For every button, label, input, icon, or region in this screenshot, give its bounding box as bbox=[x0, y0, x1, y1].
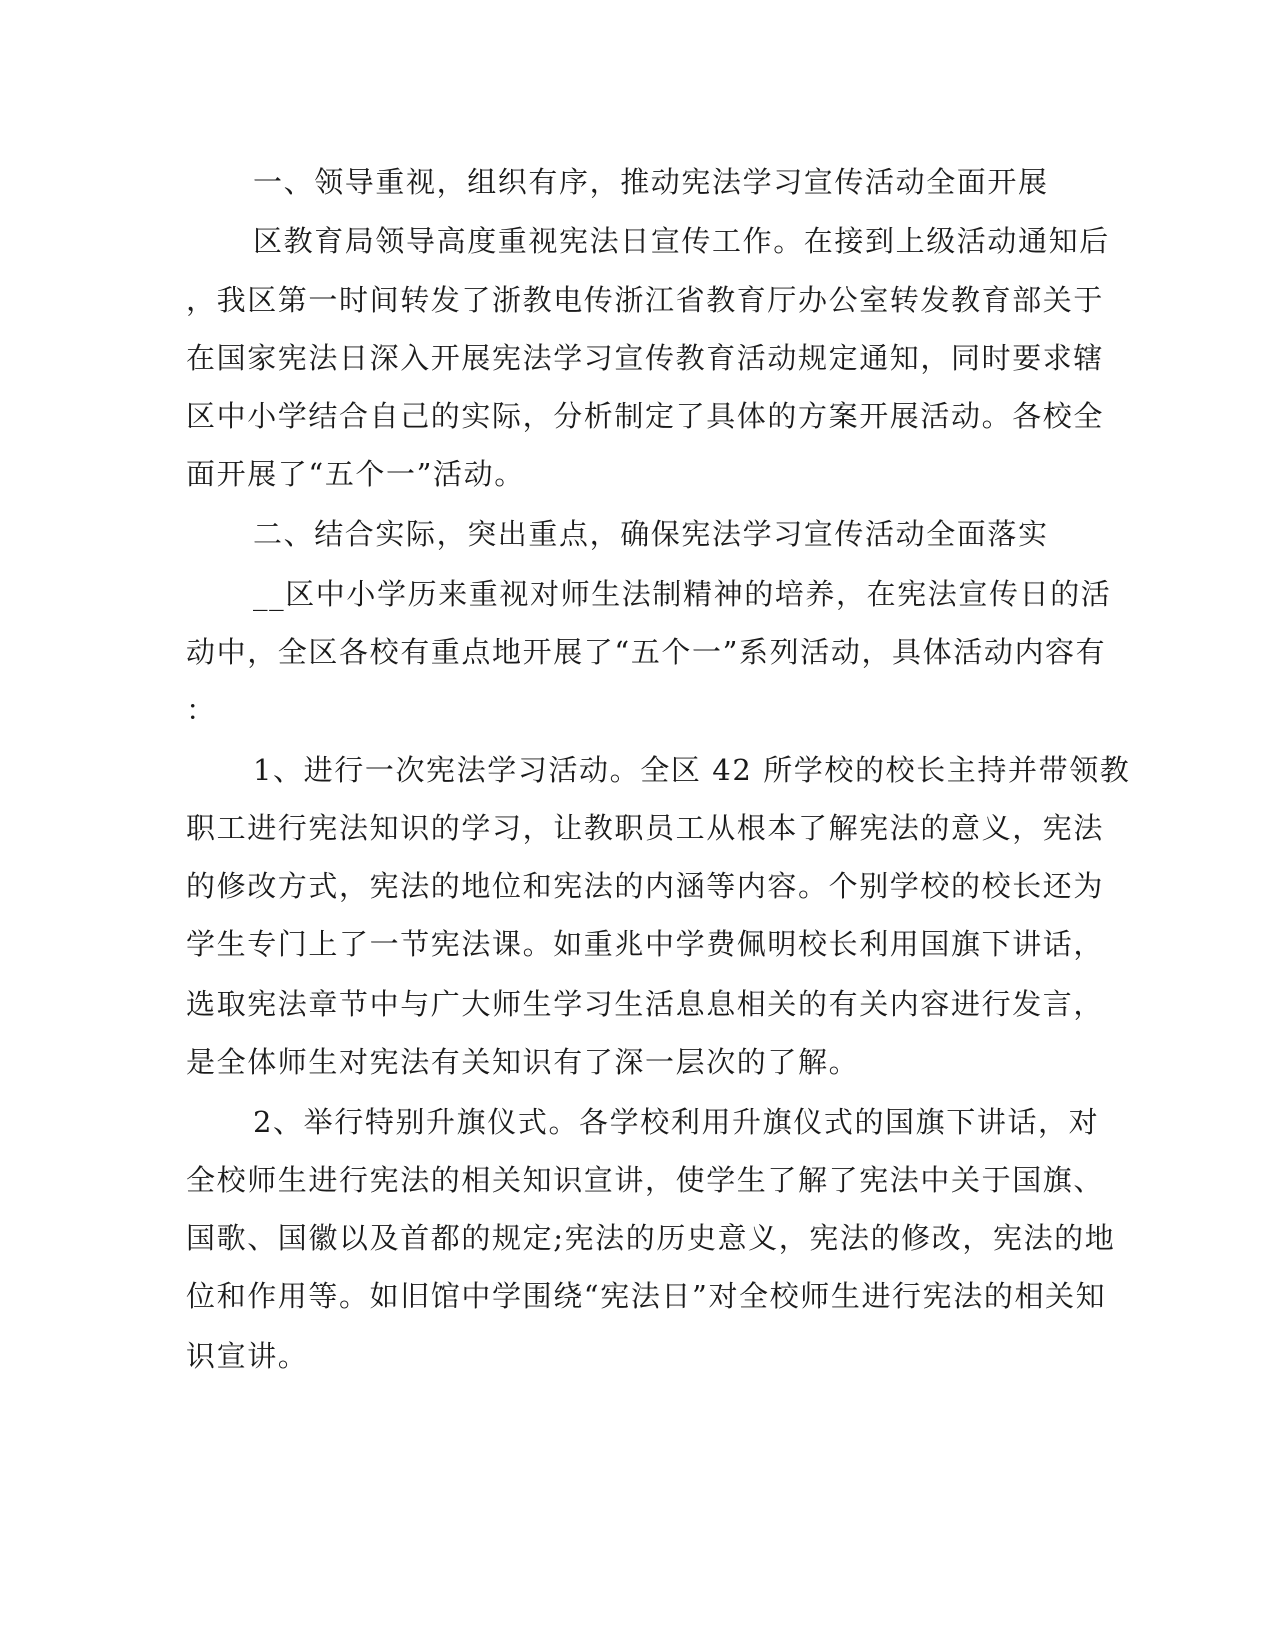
paragraph-line: 国歌、国徽以及首都的规定;宪法的历史意义，宪法的修改，宪法的地 bbox=[186, 1221, 1116, 1255]
paragraph-line: 动中，全区各校有重点地开展了“五个一”系列活动，具体活动内容有 bbox=[186, 635, 1107, 669]
section-heading: 二、结合实际，突出重点，确保宪法学习宣传活动全面落实 bbox=[253, 517, 1049, 551]
paragraph-line: 2、举行特别升旗仪式。各学校利用升旗仪式的国旗下讲话，对 bbox=[253, 1105, 1100, 1139]
paragraph-line: ，我区第一时间转发了浙教电传浙江省教育厅办公室转发教育部关于 bbox=[186, 283, 1105, 317]
paragraph-line: __区中小学历来重视对师生法制精神的培养，在宪法宣传日的活 bbox=[253, 577, 1112, 611]
paragraph-line: 职工进行宪法知识的学习，让教职员工从根本了解宪法的意义，宪法 bbox=[186, 811, 1105, 845]
paragraph-line: 位和作用等。如旧馆中学围绕“宪法日”对全校师生进行宪法的相关知 bbox=[186, 1279, 1107, 1313]
paragraph-line: 1、进行一次宪法学习活动。全区 42 所学校的校长主持并带领教 bbox=[253, 753, 1131, 787]
paragraph-line: 面开展了“五个一”活动。 bbox=[186, 457, 525, 491]
paragraph-line: 选取宪法章节中与广大师生学习生活息息相关的有关内容进行发言， bbox=[186, 987, 1105, 1021]
paragraph-line: 区中小学结合自己的实际，分析制定了具体的方案开展活动。各校全 bbox=[186, 399, 1105, 433]
paragraph-line: 是全体师生对宪法有关知识有了深一层次的了解。 bbox=[186, 1045, 860, 1079]
paragraph-line: 区教育局领导高度重视宪法日宣传工作。在接到上级活动通知后 bbox=[253, 224, 1110, 258]
section-heading: 一、领导重视，组织有序，推动宪法学习宣传活动全面开展 bbox=[253, 165, 1049, 199]
paragraph-line: 识宣讲。 bbox=[186, 1339, 309, 1373]
paragraph-line: 全校师生进行宪法的相关知识宣讲，使学生了解了宪法中关于国旗、 bbox=[186, 1163, 1105, 1197]
paragraph-line: ： bbox=[186, 693, 217, 727]
paragraph-line: 的修改方式，宪法的地位和宪法的内涵等内容。个别学校的校长还为 bbox=[186, 869, 1105, 903]
paragraph-line: 学生专门上了一节宪法课。如重兆中学费佩明校长利用国旗下讲话， bbox=[186, 927, 1105, 961]
paragraph-line: 在国家宪法日深入开展宪法学习宣传教育活动规定通知，同时要求辖 bbox=[186, 341, 1105, 375]
